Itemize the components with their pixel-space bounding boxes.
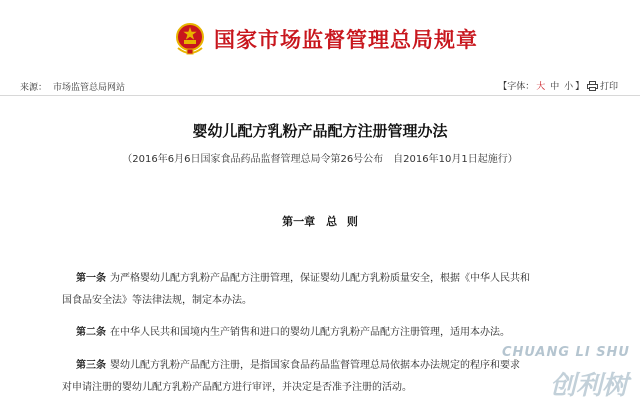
font-size-medium-button[interactable]: 中 [550, 82, 560, 92]
article-text: 为严格婴幼儿配方乳粉产品配方注册管理，保证婴幼儿配方乳粉质量安全，根据《中华人民共和 [110, 273, 530, 284]
meta-bar [0, 75, 640, 96]
article-label: 第一条 [76, 273, 106, 284]
article-text-continued: 国食品安全法》等法律法规，制定本办法。 [62, 295, 252, 306]
font-size-label: 【字体： [498, 82, 535, 92]
source-info [20, 80, 125, 93]
article-text: 婴幼儿配方乳粉产品配方注册，是指国家食品药品监督管理总局依据本办法规定的程序和要求 [110, 360, 520, 371]
page-tools [496, 79, 618, 92]
document-subtitle: （2016年6月6日国家食品药品监督管理总局令第26号公布 自2016年10月1日起施行） [122, 154, 518, 165]
national-emblem-icon [174, 22, 206, 56]
article-label: 第三条 [76, 360, 106, 371]
chapter-heading: 第一章 总 则 [282, 215, 358, 228]
article-text-continued: 对申请注册的婴幼儿配方乳粉产品配方进行审评，并决定是否准予注册的活动。 [62, 382, 412, 393]
source-label: 来源： [20, 83, 48, 93]
source-link[interactable]: 市场监管总局网站 [53, 83, 126, 93]
article-label: 第二条 [76, 327, 106, 338]
article-text: 在中华人民共和国境内生产销售和进口的婴幼儿配方乳粉产品配方注册管理，适用本办法。 [110, 327, 510, 338]
article-2 [76, 322, 576, 344]
font-size-small-button[interactable]: 小 [564, 82, 574, 92]
article-3 [62, 355, 576, 399]
print-button[interactable]: 打印 [599, 82, 618, 92]
watermark-chinese: 创利树 [549, 371, 628, 401]
printer-icon[interactable] [587, 81, 598, 91]
document-title: 婴幼儿配方乳粉产品配方注册管理办法 [192, 122, 448, 140]
font-size-large-button[interactable]: 大 [536, 82, 546, 92]
article-1 [62, 268, 576, 312]
site-header [0, 0, 640, 72]
watermark-latin: CHUANG LI SHU [502, 345, 630, 360]
site-title: 国家市场监督管理总局规章 [214, 27, 478, 52]
font-size-close: 】 [575, 82, 585, 92]
